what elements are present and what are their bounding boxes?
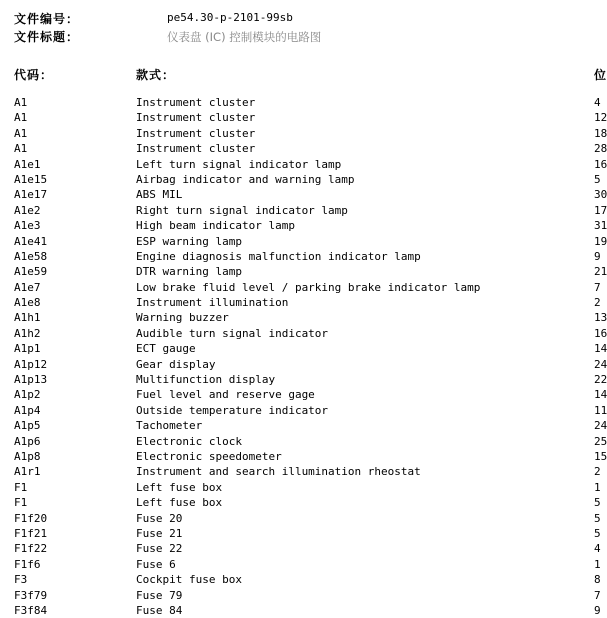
table-row: [0, 249, 604, 264]
component-code: F1: [14, 496, 28, 510]
table-row: [0, 326, 607, 341]
component-position: 2: [594, 296, 601, 310]
component-name: Fuse 79: [136, 588, 183, 602]
table-row: [0, 403, 607, 418]
component-position: 14: [594, 342, 607, 356]
component-position: 12: [594, 111, 607, 125]
component-name: Instrument illumination: [136, 296, 289, 310]
table-row: [0, 203, 607, 218]
component-position: 24: [594, 357, 607, 371]
component-name: ECT gauge: [136, 342, 196, 356]
component-code: A1e59: [14, 265, 48, 279]
component-position: 16: [594, 157, 607, 171]
table-row: [0, 541, 604, 556]
component-code: A1p8: [14, 449, 41, 463]
component-name: Right turn signal indicator lamp: [136, 203, 348, 217]
component-name: DTR warning lamp: [136, 265, 242, 279]
component-list: [0, 95, 607, 618]
column-header-code: 代码：: [14, 68, 54, 82]
component-position: 18: [594, 126, 607, 140]
component-code: A1e7: [14, 280, 41, 294]
component-position: 7: [594, 588, 601, 602]
component-position: 5: [594, 496, 601, 510]
component-position: 17: [594, 203, 607, 217]
table-row: [0, 464, 604, 479]
component-code: A1p6: [14, 434, 41, 448]
component-code: A1: [14, 111, 28, 125]
component-name: Fuse 21: [136, 526, 183, 540]
table-row: [0, 157, 607, 172]
component-code: F1: [14, 480, 28, 494]
doc-number-label: 文件编号：: [14, 12, 80, 26]
doc-title-label: 文件标题：: [14, 30, 80, 44]
table-row: [0, 557, 604, 572]
component-code: A1e8: [14, 296, 41, 310]
component-position: 1: [594, 480, 601, 494]
component-position: 14: [594, 388, 607, 402]
component-position: 30: [594, 188, 607, 202]
component-name: Instrument cluster: [136, 142, 256, 156]
component-name: Audible turn signal indicator: [136, 326, 329, 340]
component-name: Fuel level and reserve gage: [136, 388, 315, 402]
component-name: Electronic speedometer: [136, 449, 282, 463]
column-header-position: 位: [594, 68, 607, 82]
component-position: 9: [594, 249, 601, 263]
table-row: [0, 603, 604, 618]
component-position: 28: [594, 142, 607, 156]
component-name: Instrument cluster: [136, 126, 256, 140]
component-position: 4: [594, 542, 601, 556]
component-name: Fuse 22: [136, 542, 183, 556]
component-code: A1p13: [14, 373, 48, 387]
component-code: A1p12: [14, 357, 48, 371]
table-row: [0, 449, 607, 464]
component-code: A1e3: [14, 219, 41, 233]
table-row: [0, 418, 607, 433]
component-code: A1p4: [14, 403, 41, 417]
component-position: 4: [594, 96, 601, 109]
component-code: A1p1: [14, 342, 41, 356]
component-name: Multifunction display: [136, 373, 276, 387]
component-code: A1p2: [14, 388, 41, 402]
table-row: [0, 295, 604, 310]
component-code: A1h1: [14, 311, 41, 325]
component-position: 31: [594, 219, 607, 233]
component-name: Instrument cluster: [136, 111, 256, 125]
component-position: 5: [594, 526, 601, 540]
table-row: [0, 264, 607, 279]
component-code: A1e1: [14, 157, 41, 171]
table-row: [0, 480, 604, 495]
component-name: Airbag indicator and warning lamp: [136, 172, 355, 186]
component-position: 2: [594, 465, 601, 479]
table-row: [0, 588, 604, 603]
table-row: [0, 357, 607, 372]
table-row: [0, 234, 607, 249]
component-position: 16: [594, 326, 607, 340]
component-name: Engine diagnosis malfunction indicator lamp: [136, 249, 421, 263]
component-name: Outside temperature indicator: [136, 403, 329, 417]
component-code: A1: [14, 96, 28, 109]
table-row: [0, 372, 607, 387]
component-name: Warning buzzer: [136, 311, 229, 325]
table-row: [0, 172, 604, 187]
component-position: 1: [594, 557, 601, 571]
component-position: 24: [594, 419, 607, 433]
component-position: 5: [594, 172, 601, 186]
column-header-name: 款式：: [136, 68, 176, 82]
table-row: [0, 495, 604, 510]
component-code: F3f84: [14, 603, 48, 617]
component-code: F1f6: [14, 557, 41, 571]
table-row: [0, 310, 607, 325]
table-row: [0, 341, 607, 356]
component-name: Instrument cluster: [136, 96, 256, 109]
component-code: F1f21: [14, 526, 48, 540]
component-position: 7: [594, 280, 601, 294]
component-code: A1: [14, 126, 28, 140]
table-row: [0, 511, 604, 526]
table-row: [0, 572, 604, 587]
component-name: ESP warning lamp: [136, 234, 242, 248]
table-row: [0, 434, 607, 449]
component-name: High beam indicator lamp: [136, 219, 295, 233]
component-code: A1e17: [14, 188, 48, 202]
component-code: A1e2: [14, 203, 41, 217]
table-row: [0, 218, 607, 233]
component-code: A1h2: [14, 326, 41, 340]
component-position: 19: [594, 234, 607, 248]
component-code: F3: [14, 573, 28, 587]
component-name: Left fuse box: [136, 496, 223, 510]
table-row: [0, 387, 607, 402]
component-code: F1f22: [14, 542, 48, 556]
component-position: 8: [594, 573, 601, 587]
component-code: A1: [14, 142, 28, 156]
component-name: Instrument and search illumination rheostat: [136, 465, 421, 479]
component-position: 11: [594, 403, 607, 417]
table-row: [0, 187, 607, 202]
component-name: Cockpit fuse box: [136, 573, 242, 587]
component-name: Electronic clock: [136, 434, 242, 448]
doc-number-value: pe54.30-p-2101-99sb: [167, 11, 293, 24]
component-position: 15: [594, 449, 607, 463]
component-name: Left turn signal indicator lamp: [136, 157, 342, 171]
component-name: Left fuse box: [136, 480, 223, 494]
component-name: Low brake fluid level / parking brake indicator lamp: [136, 280, 481, 294]
component-position: 13: [594, 311, 607, 325]
component-name: Tachometer: [136, 419, 203, 433]
component-code: F1f20: [14, 511, 48, 525]
component-name: Fuse 84: [136, 603, 183, 617]
doc-title-value: 仪表盘 (IC) 控制模块的电路图: [167, 30, 322, 44]
table-row: [0, 280, 604, 295]
component-position: 5: [594, 511, 601, 525]
table-row: [0, 141, 607, 156]
component-position: 9: [594, 603, 601, 617]
component-code: A1r1: [14, 465, 41, 479]
component-position: 21: [594, 265, 607, 279]
component-name: Gear display: [136, 357, 216, 371]
component-code: A1e58: [14, 249, 48, 263]
table-row: [0, 110, 607, 125]
component-name: ABS MIL: [136, 188, 183, 202]
component-position: 22: [594, 373, 607, 387]
table-row: [0, 526, 604, 541]
component-name: Fuse 20: [136, 511, 183, 525]
component-name: Fuse 6: [136, 557, 176, 571]
component-code: A1e15: [14, 172, 48, 186]
component-position: 25: [594, 434, 607, 448]
component-code: A1p5: [14, 419, 41, 433]
table-row: [0, 95, 604, 110]
component-code: F3f79: [14, 588, 48, 602]
component-code: A1e41: [14, 234, 48, 248]
table-row: [0, 126, 607, 141]
